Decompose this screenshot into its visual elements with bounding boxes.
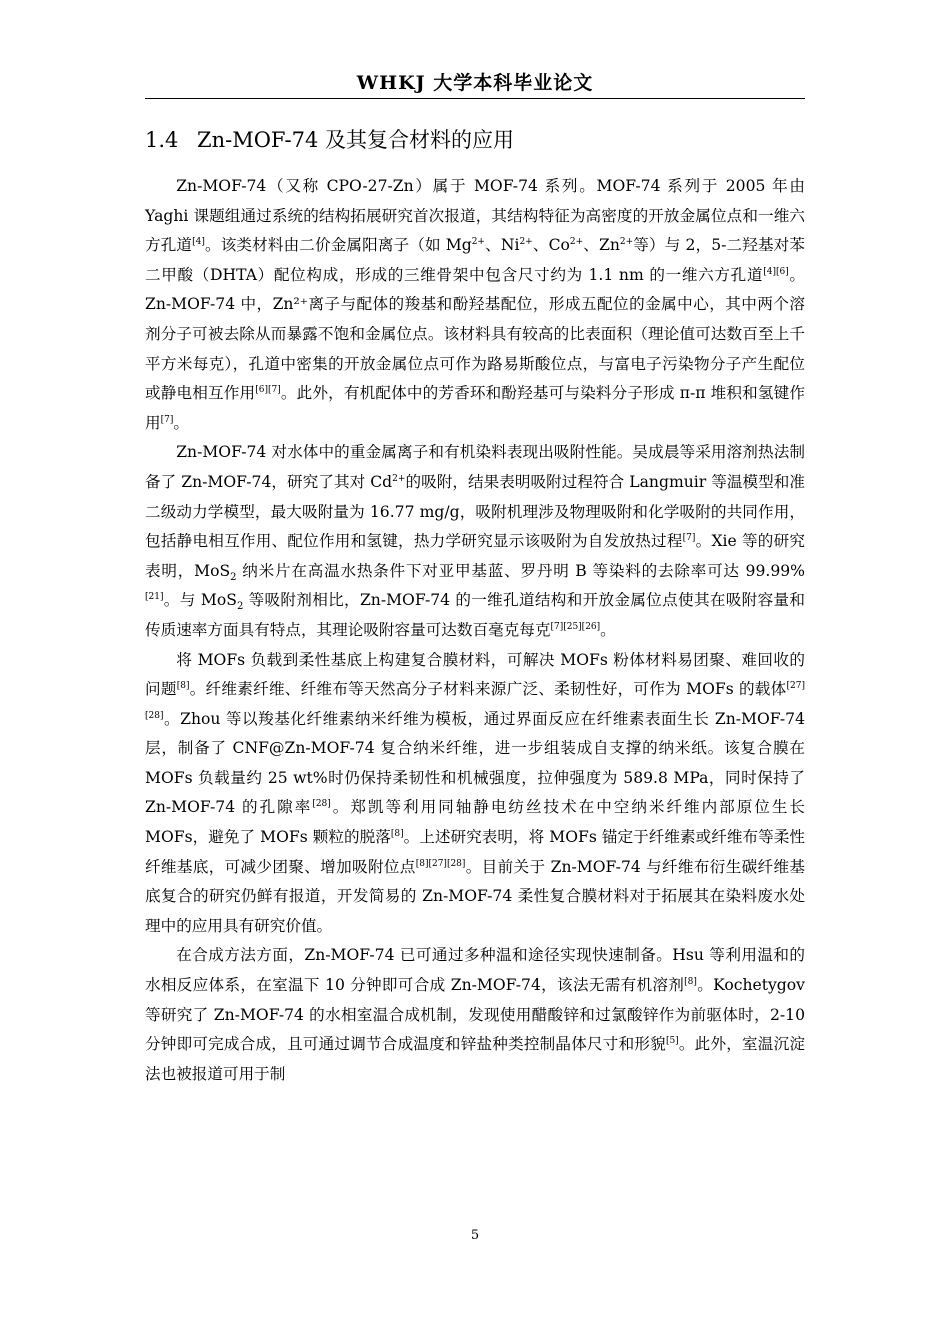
text-run: 、Ni [484,236,520,255]
text-run: 。Zhou 等以羧基化纤维素纳米纤维为模板，通过界面反应在纤维素表面生长 Zn-MOF-74 层，制备了 CNF@Zn-MOF-74 复合纳米纤维，进一步组装成自支撑的纳米纸。该复合膜在 MOFs 负载量约 25 wt%时仍保持柔韧性和机械强度，拉伸强度为 589.8 MPa，同时保持了 Zn-MOF-74 的孔隙率 [145,709,805,817]
text-run: Zn-MOF-74（又称 CPO-27-Zn）属于 MOF-74 系列。MOF-74 系列于 2005 年由 Yaghi 课题组通过系统的结构拓展研究首次报道，其结构特征为高密度的开放金属位点和一维六方孔道 [145,177,805,255]
text-run: 。此外，室温沉淀法也被报道可用于制 [145,1035,805,1083]
text-run: 。目前关于 Zn-MOF-74 与纤维布衍生碳纤维基底复合的研究仍鲜有报道，开发简易的 Zn-MOF-74 柔性复合膜材料对于拓展其在染料废水处理中的应用具有研究价值。 [145,857,805,935]
paragraph-2 [145,438,805,645]
section-title: Zn-MOF-74 及其复合材料的应用 [197,128,515,152]
text-run: Zn-MOF-74 对水体中的重金属离子和有机染料表现出吸附性能。吴成晨等采用溶剂热法制备了 Zn-MOF-74，研究了其对 Cd [145,443,805,491]
text-run: 等吸附剂相比，Zn-MOF-74 的一维孔道结构和开放金属位点使其在吸附容量和传质速率方面具有特点，其理论吸附容量可达数百毫克每克 [145,591,806,639]
text-run: 。与 MoS [163,591,237,610]
text-run: 。Zn-MOF-74 中，Zn²⁺离子与配体的羧基和酚羟基配位，形成五配位的金属中心，其中两个溶剂分子可被去除从而暴露不饱和金属位点。该材料具有较高的比表面积（理论值可达数百至上千平方米每克），孔道中密集的开放金属位点可作为路易斯酸位点，与富电子污染物分子产生配位或静电相互作用 [145,265,805,403]
citation: [7] [160,414,174,425]
text-run: 、Co [532,236,570,255]
citation: [8] [684,976,697,987]
citation: [28] [312,799,331,810]
citation: [5] [665,1036,679,1047]
ion-charge: 2+ [392,473,406,484]
section-heading [145,124,805,156]
text-run: 。Kochetygov 等研究了 Zn-MOF-74 的水相室温合成机制，发现使用醋酸锌和过氯酸锌作为前驱体时，2-10 分钟即可完成合成，且可通过调节合成温度和锌盐种类控制晶体尺寸和形貌 [145,976,805,1054]
text-run: 在合成方法方面，Zn-MOF-74 已可通过多种温和途径实现快速制备。Hsu 等利用温和的水相反应体系，在室温下 10 分钟即可合成 Zn-MOF-74，该法无需有机溶剂 [145,946,805,995]
subscript: 2 [236,601,244,613]
text-run: 。郑凯等利用同轴静电纺丝技术在中空纳米纤维内部原位生长 MOFs，避免了 MOFs 颗粒的脱落 [145,798,805,847]
ion-charge: 2+ [471,237,485,247]
subscript: 2 [230,571,237,583]
text-run: 将 MOFs 负载到柔性基底上构建复合膜材料，可解决 MOFs 粉体材料易团聚、难回收的问题 [145,650,805,699]
text-run: 。Xie 等的研究表明，MoS [145,532,805,580]
citation: [8] [390,828,404,839]
ion-charge: 2+ [519,237,533,247]
citation: [27][28] [145,680,805,721]
ion-charge: 2+ [569,237,584,247]
text-run: 等）与 2，5-二羟基对苯二甲酸（DHTA）配位构成，形成的三维骨架中包含尺寸约为 1.1 nm 的一维六方孔道 [145,236,805,284]
citation: [21] [145,592,164,603]
paragraph-4 [145,941,805,1089]
citation: [4][6] [763,266,789,277]
text-run: 。上述研究表明，将 MOFs 锚定于纤维素或纤维布等柔性纤维基底，可减少团聚、增加吸附位点 [145,828,805,876]
citation: [4] [192,237,205,247]
citation: [7] [682,532,696,543]
citation: [6][7] [255,384,281,395]
section-number: 1.4 [145,128,179,152]
text-run: 。 [173,413,189,432]
text-run: 的吸附，结果表明吸附过程符合 Langmuir 等温模型和准二级动力学模型，最大吸附量为 16.77 mg/g，吸附机理涉及物理吸附和化学吸附的共同作用，包括静电相互作用、配位作用和氢键，热力学研究显示该吸附为自发放热过程 [145,472,805,551]
page-number: 5 [470,1228,480,1243]
text-run: 。 [600,620,616,639]
citation: [8] [176,680,190,691]
text-run: 。该类材料由二价金属阳离子（如 Mg [204,236,472,255]
text-run: 纳米片在高温水热条件下对亚甲基蓝、罗丹明 B 等染料的去除率可达 99.99% [236,561,805,580]
text-run: 。纤维素纤维、纤维布等天然高分子材料来源广泛、柔韧性好，可作为 MOFs 的载体 [189,680,787,699]
citation: [8][27][28] [415,858,466,869]
ion-charge: 2+ [619,237,634,247]
header-rule [145,98,805,99]
page-header: WHKJ 大学本科毕业论文 [356,72,594,94]
paragraph-1 [145,172,805,438]
text-run: 。此外，有机配体中的芳香环和酚羟基可与染料分子形成 π-π 堆积和氢键作用 [145,384,805,432]
body-text [145,172,805,1089]
citation: [7][25][26] [550,621,601,632]
paragraph-3 [145,646,805,942]
text-run: 、Zn [583,236,620,255]
